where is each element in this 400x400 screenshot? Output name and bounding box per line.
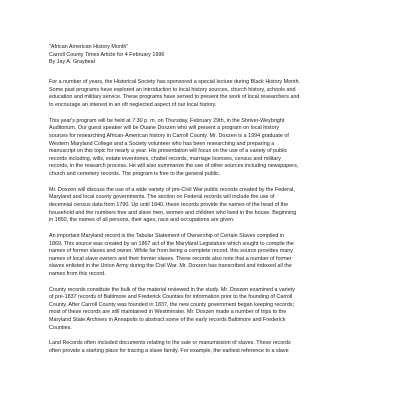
paragraph: For a number of years, the Historical Society has sponsored a special lecture during Black History Month. Some past programs have explored an introduction to local history sources, church history, schools and education and military service. These programs have served to present the work of local researchers and to encourage an interest in an oft neglected aspect of our local history.	[49, 79, 301, 109]
article-byline: By Jay A. Graybeal	[49, 59, 95, 66]
paragraph: This year's program will be held at 7:30 p. m. on Thursday, February 29th, in the Shriver-Weybright Auditorium. Our guest speaker will be Duane Doxzen who will present a program on local history sources for researching African-American history in Carroll County. Mr. Doxzen is a 1994 graduate of Western Maryland College and a Society volunteer who has been researching and preparing a manuscript on this topic for nearly a year. His presentation will focus on the use of a variety of public records including, wills, estate inventories, chattel records, marriage licenses, census and military records, in the research process. He will also summarize the use of other sources including newspapers, church and cemetery records. The program is free to the general public.	[49, 117, 299, 177]
article-title: "African American History Month"	[49, 44, 129, 50]
article-source: Carroll County Times Article for 4 February 1996	[49, 51, 165, 58]
paragraph: Land Records often included documents relating to the sale or manumission of slaves. These records often provide a starting place for tracing a slave family. For example, the earliest reference to a slave	[49, 340, 291, 355]
article-header	[49, 44, 358, 67]
paragraph: An important Maryland record is the Tabular Statement of Ownership of Certain Slaves compiled in 1869. This source was created by an 1867 act of the Maryland Legislature which sought to compile the names of former slaves and owner. While far from being a complete record, this source provides many names of local slave owners and their former slaves. These records also note that a number of former slaves enlisted in the Union Army during the Civil War. Mr. Doxzen has transcribed and indexed all the names from this record.	[49, 232, 294, 277]
paragraph: County records constitute the bulk of the material reviewed in the study. Mr. Doxzen examined a variety of pre-1837 records of Baltimore and Frederick Counties for information prior to the founding of Carroll County. After Carroll County was founded in 1837, the new county government began keeping records; most of these records are still maintained in Westminster. Mr. Doxzen made a number of trips to the Maryland State Archives in Annapolis to abstract some of the early records Baltimore and Frederick Counties.	[49, 286, 295, 331]
article-body	[49, 79, 358, 355]
paragraph: Mr. Doxzen will discuss the use of a wide variety of pre-Civil War public records created by the Federal, Maryland and local county governments. The section on Federal records will include the use of decennial census data from 1790. Up until 1840, these records provide the names of the head of the household and the numbers free and slave men, women and children who lived in the house. Beginning in 1850, the names of all persons, their ages, race and occupations are given.	[49, 186, 297, 224]
